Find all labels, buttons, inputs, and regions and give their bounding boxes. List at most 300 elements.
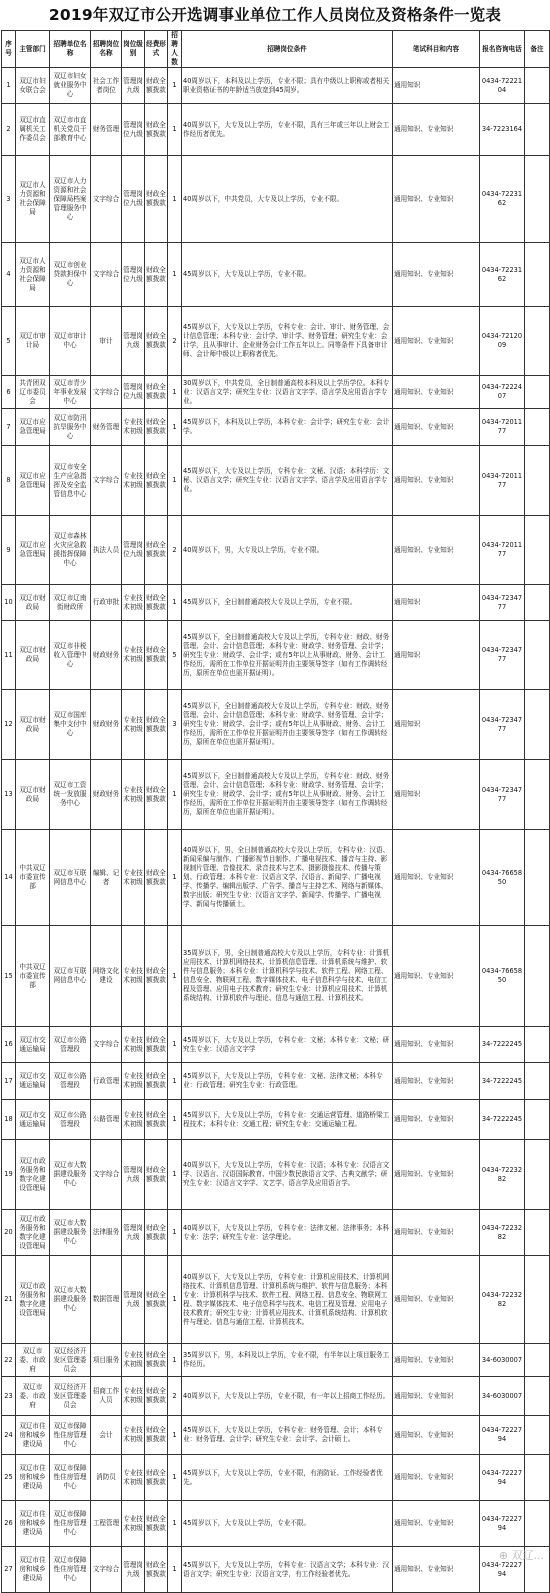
cell-level: 专业技术初级: [122, 1100, 145, 1140]
cell-count: 1: [168, 243, 182, 307]
cell-exam: 通用知识、专业知识: [393, 1416, 480, 1455]
cell-number: 1: [2, 68, 16, 104]
cell-number: 24: [2, 1416, 16, 1455]
cell-post: 文字综合: [91, 1140, 122, 1210]
cell-conditions: 45周岁以下，大专及以上学历，专科专业：交通运营管理、道路桥梁工程技术；本科专业：交通工程；研究生专业：交通运输工程。: [182, 1100, 393, 1140]
cell-exam: 通用知识: [393, 690, 480, 760]
cell-post: 公路管理: [91, 1100, 122, 1140]
table-row: [2, 1547, 550, 1593]
cell-exam: 通用知识、专业知识: [393, 1100, 480, 1140]
cell-post: 文字综合: [91, 1027, 122, 1063]
cell-unit: 双辽市大数据建设服务中心: [50, 1210, 91, 1256]
cell-post: 文字综合: [91, 156, 122, 243]
cell-unit: 双辽市青少年事业发展中心: [50, 376, 91, 409]
cell-conditions: 45周岁以下，大专及以上学历，专科专业：文秘、法律文秘；本科专业：行政管理；研究生专业：行政管理。: [182, 1063, 393, 1100]
cell-funding: 财政全额拨款: [145, 1547, 168, 1593]
cell-number: 23: [2, 1377, 16, 1416]
cell-count: 1: [168, 1140, 182, 1210]
cell-remarks: [525, 68, 550, 104]
cell-department: 中共双辽市委宣传部: [16, 830, 50, 926]
cell-count: 1: [168, 1547, 182, 1593]
cell-phone: 0434-7222794: [480, 1547, 525, 1593]
column-header: 招聘人数: [168, 31, 182, 68]
cell-department: 双辽市财政局: [16, 760, 50, 830]
cell-remarks: [525, 585, 550, 621]
cell-department: 双辽市住房和城乡建设局: [16, 1416, 50, 1455]
cell-funding: 财政全额拨款: [145, 68, 168, 104]
cell-level: 专业技术初级: [122, 1377, 145, 1416]
cell-funding: 财政全额拨款: [145, 1140, 168, 1210]
cell-unit: 双辽市妇女就业服务中心: [50, 68, 91, 104]
column-header: 岗位级别: [122, 31, 145, 68]
cell-funding: 财政全额拨款: [145, 516, 168, 585]
cell-count: 2: [168, 307, 182, 376]
cell-department: 双辽市人力资源和社会保障局: [16, 243, 50, 307]
cell-funding: 财政全额拨款: [145, 1100, 168, 1140]
cell-department: 双辽市交通运输局: [16, 1027, 50, 1063]
cell-phone: 0434-7234777: [480, 690, 525, 760]
cell-level: 专业技术初级: [122, 1063, 145, 1100]
cell-number: 13: [2, 760, 16, 830]
cell-funding: 财政全额拨款: [145, 376, 168, 409]
table-row: [2, 1455, 550, 1501]
cell-post: 文字综合: [91, 243, 122, 307]
cell-level: 管理岗九级: [122, 1140, 145, 1210]
cell-remarks: [525, 690, 550, 760]
cell-unit: 双辽市工资统一发放服务中心: [50, 760, 91, 830]
cell-remarks: [525, 1416, 550, 1455]
cell-department: 双辽市财政局: [16, 690, 50, 760]
cell-count: 1: [168, 1256, 182, 1344]
cell-count: 2: [168, 1377, 182, 1416]
cell-post: 行政审批: [91, 585, 122, 621]
cell-phone: 0434-7223282: [480, 1256, 525, 1344]
cell-phone: 0434-7223162: [480, 156, 525, 243]
table-row: [2, 1027, 550, 1063]
positions-table: [1, 30, 550, 1593]
cell-level: 管理岗九级: [122, 307, 145, 376]
cell-remarks: [525, 516, 550, 585]
cell-unit: 双辽经济开发区管理委员会: [50, 1344, 91, 1377]
cell-level: 专业技术初级: [122, 1027, 145, 1063]
cell-exam: 通用知识、专业知识: [393, 1140, 480, 1210]
cell-conditions: 45周岁以下，大专及以上学历，专业不限。: [182, 243, 393, 307]
cell-number: 26: [2, 1501, 16, 1547]
cell-funding: 财政全额拨款: [145, 446, 168, 516]
cell-number: 11: [2, 621, 16, 690]
cell-department: 双辽市直属机关工作委员会: [16, 104, 50, 156]
cell-count: 1: [168, 1416, 182, 1455]
cell-phone: 0434-7234777: [480, 585, 525, 621]
cell-level: 专业技术初级: [122, 830, 145, 926]
cell-funding: 财政全额拨款: [145, 1377, 168, 1416]
table-row: [2, 156, 550, 243]
cell-department: 双辽市住房和城乡建设局: [16, 1501, 50, 1547]
cell-unit: 双辽市创业贷款担保中心: [50, 243, 91, 307]
cell-level: 专业技术初级: [122, 926, 145, 1027]
cell-conditions: 45周岁以下，大专及以上学历，专科专业：财务管理、会计；本科专业：财务管理、会计学；研究生专业：会计学、会计硕士。: [182, 1416, 393, 1455]
cell-level: 专业技术初级: [122, 409, 145, 446]
cell-conditions: 45周岁以下，大专及以上学历，专科专业：会计、审计、财务管理、会计信息管理；本科专业：会计学、审计学、财务管理；研究生专业：会计学，且从事审计、企业财务会计工作五年以上。同等条件下具备审计师、会计师中级以上职称者优先。: [182, 307, 393, 376]
cell-remarks: [525, 1100, 550, 1140]
cell-post: 消防员: [91, 1455, 122, 1501]
cell-level: 管理岗位九级: [122, 376, 145, 409]
cell-remarks: [525, 1256, 550, 1344]
cell-remarks: [525, 446, 550, 516]
cell-post: 法律服务: [91, 1210, 122, 1256]
cell-level: 专业技术初级: [122, 585, 145, 621]
cell-post: 财政财务: [91, 690, 122, 760]
cell-phone: 0434-7223282: [480, 1210, 525, 1256]
cell-department: 双辽市委、市政府: [16, 1377, 50, 1416]
cell-unit: 双辽经济开发区管理委员会: [50, 1377, 91, 1416]
cell-remarks: [525, 1455, 550, 1501]
cell-number: 2: [2, 104, 16, 156]
cell-level: 专业技术初级: [122, 690, 145, 760]
table-row: [2, 585, 550, 621]
cell-exam: 通用知识、专业知识: [393, 830, 480, 926]
cell-phone: 0434-7222794: [480, 1416, 525, 1455]
table-row: [2, 621, 550, 690]
cell-phone: 34-7223164: [480, 104, 525, 156]
cell-department: 双辽市财政局: [16, 621, 50, 690]
cell-conditions: 45周岁以下，大专及以上学历，专科专业：文秘、汉语；本科学历：文秘、汉语言文学；研究生专业：汉语言文字学、语言学及应用语言学专业。: [182, 446, 393, 516]
cell-number: 25: [2, 1455, 16, 1501]
cell-conditions: 40周岁以下，中共党员，大专及以上学历，专业不限。: [182, 156, 393, 243]
cell-level: 专业技术初级: [122, 1455, 145, 1501]
cell-post: 文字综合: [91, 376, 122, 409]
cell-exam: 通用知识、专业知识: [393, 1501, 480, 1547]
cell-count: 1: [168, 1027, 182, 1063]
cell-exam: 通用知识: [393, 68, 480, 104]
table-row: [2, 68, 550, 104]
cell-phone: 0434-7234777: [480, 760, 525, 830]
cell-level: 专业技术初级: [122, 1416, 145, 1455]
cell-level: 管理岗位九级: [122, 156, 145, 243]
cell-count: 1: [168, 1210, 182, 1256]
table-row: [2, 1416, 550, 1455]
cell-department: 双辽市政务服务和数字化建设管理局: [16, 1256, 50, 1344]
cell-department: 双辽市交通运输局: [16, 1063, 50, 1100]
cell-remarks: [525, 926, 550, 1027]
cell-exam: 通用知识: [393, 760, 480, 830]
cell-number: 12: [2, 690, 16, 760]
cell-number: 4: [2, 243, 16, 307]
cell-number: 8: [2, 446, 16, 516]
cell-conditions: 30周岁以下，中共党员，全日制普通高校本科及以上学历学位。本科专业：汉语言文学；研究生专业：汉语言文字学、语言学及应用语言学专业。: [182, 376, 393, 409]
cell-funding: 财政全额拨款: [145, 1027, 168, 1063]
table-row: [2, 1377, 550, 1416]
cell-unit: 双辽市防汛抗旱服务中心: [50, 409, 91, 446]
cell-funding: 财政全额拨款: [145, 1256, 168, 1344]
cell-exam: 通用知识、专业知识: [393, 376, 480, 409]
cell-count: 1: [168, 830, 182, 926]
cell-phone: 0434-7234777: [480, 621, 525, 690]
table-row: [2, 1256, 550, 1344]
cell-post: 审计: [91, 307, 122, 376]
cell-count: 1: [168, 1063, 182, 1100]
table-row: [2, 307, 550, 376]
table-row: [2, 516, 550, 585]
cell-count: 1: [168, 376, 182, 409]
table-row: [2, 1344, 550, 1377]
cell-unit: 双辽市国库集中支付中心: [50, 690, 91, 760]
cell-remarks: [525, 307, 550, 376]
cell-funding: 财政全额拨款: [145, 585, 168, 621]
cell-count: 5: [168, 621, 182, 690]
table-row: [2, 926, 550, 1027]
cell-conditions: 40周岁以下，大专及以上学历，专业不限，有一年以上招商工作经历。: [182, 1377, 393, 1416]
cell-number: 7: [2, 409, 16, 446]
cell-exam: 通用知识、专业知识: [393, 156, 480, 243]
cell-count: 1: [168, 1100, 182, 1140]
cell-phone: 0434-7201177: [480, 516, 525, 585]
cell-exam: 通用知识、专业知识: [393, 1377, 480, 1416]
cell-phone: 34-6030007: [480, 1377, 525, 1416]
column-header: 招聘单位名称: [50, 31, 91, 68]
column-header: 报名咨询电话: [480, 31, 525, 68]
cell-count: 1: [168, 760, 182, 830]
cell-exam: 通用知识、专业知识: [393, 307, 480, 376]
cell-number: 17: [2, 1063, 16, 1100]
cell-department: 共青团双辽市委员会: [16, 376, 50, 409]
table-row: [2, 1210, 550, 1256]
column-header: 经费形式: [145, 31, 168, 68]
cell-phone: 0434-7223162: [480, 243, 525, 307]
cell-remarks: [525, 1377, 550, 1416]
cell-unit: 双辽市保障性住房管理中心: [50, 1455, 91, 1501]
cell-count: 1: [168, 409, 182, 446]
cell-funding: 财政全额拨款: [145, 1501, 168, 1547]
cell-level: 管理岗九级: [122, 68, 145, 104]
column-header: 主管部门: [16, 31, 50, 68]
cell-exam: 通用知识、专业知识: [393, 1256, 480, 1344]
table-row: [2, 830, 550, 926]
cell-remarks: [525, 621, 550, 690]
cell-post: 文字综合: [91, 446, 122, 516]
cell-phone: 34-6030007: [480, 1344, 525, 1377]
cell-remarks: [525, 104, 550, 156]
cell-number: 5: [2, 307, 16, 376]
cell-level: 专业技术初级: [122, 446, 145, 516]
cell-conditions: 40周岁以下，本科及以上学历，专业不限；具有中级以上职称或者相关职业资格证书的年龄适当放宽到45周岁。: [182, 68, 393, 104]
cell-post: 执法人员: [91, 516, 122, 585]
table-row: [2, 409, 550, 446]
cell-phone: 34-7222245: [480, 1063, 525, 1100]
cell-post: 网络文化建设: [91, 926, 122, 1027]
cell-post: 财政财务: [91, 621, 122, 690]
cell-count: 1: [168, 1501, 182, 1547]
cell-funding: 财政全额拨款: [145, 1210, 168, 1256]
cell-post: 财务管理: [91, 104, 122, 156]
cell-conditions: 40周岁以下，男，全日制普通高校大专及以上学历，专科专业：汉语、新闻采编与制作、广播影视节目制作、广播电视技术、播音与主持、影视制片管理、音像技术、录音技术与艺术、摄影摄像技术、传播与策划、行政管理；本科专业：汉语言文学、汉语言、新闻学、广播电视学、传播学、编辑出版学、广告学、播音与主持艺术、网络与新媒体、数字出版；研究生专业：汉语言文字学、新闻学、传播学、广播电视学、新闻与传播硕士。: [182, 830, 393, 926]
cell-unit: 双辽市大数据建设服务中心: [50, 1256, 91, 1344]
cell-conditions: 45周岁以下，大专及以上学历，专科专业：文秘；本科专业：文秘；研究生专业：汉语言文字学: [182, 1027, 393, 1063]
cell-department: 双辽市应急管理局: [16, 446, 50, 516]
cell-phone: 0434-7201177: [480, 409, 525, 446]
cell-funding: 财政全额拨款: [145, 307, 168, 376]
cell-unit: 双辽市人力资源和社会保障局档案管理服务中心: [50, 156, 91, 243]
cell-remarks: [525, 1344, 550, 1377]
cell-exam: 通用知识、专业知识: [393, 1063, 480, 1100]
cell-post: 会计: [91, 1416, 122, 1455]
cell-department: 双辽市政务服务和数字化建设管理局: [16, 1140, 50, 1210]
cell-post: 工程管理: [91, 1501, 122, 1547]
cell-level: 管理岗位九级: [122, 516, 145, 585]
cell-exam: 通用知识、专业知识: [393, 446, 480, 516]
cell-number: 18: [2, 1100, 16, 1140]
cell-department: 双辽市交通运输局: [16, 1100, 50, 1140]
cell-number: 9: [2, 516, 16, 585]
cell-unit: 双辽市市直机关党员干部教育中心: [50, 104, 91, 156]
cell-count: 1: [168, 104, 182, 156]
cell-number: 16: [2, 1027, 16, 1063]
column-header: 笔试科目和内容: [393, 31, 480, 68]
cell-department: 双辽市妇女联合会: [16, 68, 50, 104]
cell-unit: 双辽市大数据建设服务中心: [50, 1140, 91, 1210]
cell-post: 数据管理: [91, 1256, 122, 1344]
cell-department: 双辽市委、市政府: [16, 1344, 50, 1377]
cell-exam: 通用知识、专业知识: [393, 926, 480, 1027]
cell-exam: 通用知识: [393, 621, 480, 690]
cell-number: 14: [2, 830, 16, 926]
table-row: [2, 446, 550, 516]
cell-level: 管理岗位九级: [122, 243, 145, 307]
cell-post: 编辑、记者: [91, 830, 122, 926]
cell-phone: 0434-7222794: [480, 1501, 525, 1547]
watermark: ⊕ 双辽...: [498, 1549, 544, 1562]
cell-post: 财政财务: [91, 760, 122, 830]
cell-funding: 财政全额拨款: [145, 690, 168, 760]
cell-department: 双辽市应急管理局: [16, 409, 50, 446]
cell-phone: 0434-7665850: [480, 926, 525, 1027]
cell-conditions: 45周岁以下，全日制普通高校大专及以上学历，专科专业：财政、财务管理、会计、会计信息管理；本科专业：财政学、财务管理、会计学；研究生专业：财政学、会计学；或有5年以上从事财政、财务、会计工作经历，需所在工作单位开据证明并由主要领导签字（如有工作调转经历，原所在单位也需开据证明）。: [182, 760, 393, 830]
cell-funding: 财政全额拨款: [145, 1455, 168, 1501]
cell-level: 专业技术初级: [122, 760, 145, 830]
cell-phone: 0434-7222104: [480, 68, 525, 104]
cell-phone: 0434-7222407: [480, 376, 525, 409]
cell-department: 双辽市住房和城乡建设局: [16, 1455, 50, 1501]
cell-number: 6: [2, 376, 16, 409]
cell-number: 27: [2, 1547, 16, 1593]
cell-level: 专业技术初级: [122, 1344, 145, 1377]
cell-remarks: [525, 1027, 550, 1063]
cell-department: 双辽市应急管理局: [16, 516, 50, 585]
cell-unit: 双辽市公路管理段: [50, 1100, 91, 1140]
cell-remarks: [525, 409, 550, 446]
cell-remarks: [525, 1140, 550, 1210]
table-row: [2, 1140, 550, 1210]
cell-exam: 通用知识、专业知识: [393, 1210, 480, 1256]
cell-exam: 通用知识、专业知识: [393, 1455, 480, 1501]
cell-level: 管理岗位九级: [122, 104, 145, 156]
table-header-row: [2, 31, 550, 68]
cell-unit: 双辽市保障性住房管理中心: [50, 1501, 91, 1547]
cell-unit: 双辽市辽南街财政所: [50, 585, 91, 621]
cell-post: 社会工作者岗位: [91, 68, 122, 104]
cell-unit: 双辽市非税收入管理中心: [50, 621, 91, 690]
cell-phone: 34-7222245: [480, 1027, 525, 1063]
cell-level: 管理岗九级: [122, 1210, 145, 1256]
cell-conditions: 45周岁以下，大专及以上学历，专科专业：汉语言文学；本科专业：汉语言文学；研究生专业：汉语言文学，有工作经验者优先。: [182, 1547, 393, 1593]
cell-remarks: [525, 830, 550, 926]
cell-unit: 双辽市互联网信息中心: [50, 926, 91, 1027]
cell-funding: 财政全额拨款: [145, 104, 168, 156]
cell-number: 22: [2, 1344, 16, 1377]
cell-remarks: [525, 1210, 550, 1256]
cell-post: 财务管理: [91, 409, 122, 446]
cell-exam: 通用知识: [393, 585, 480, 621]
cell-exam: 通用知识、专业知识: [393, 1344, 480, 1377]
column-header: 招聘岗位条件: [182, 31, 393, 68]
table-row: [2, 1501, 550, 1547]
cell-phone: 0434-7665850: [480, 830, 525, 926]
cell-conditions: 40周岁以下，男，大专及以上学历，专业不限。: [182, 516, 393, 585]
cell-funding: 财政全额拨款: [145, 156, 168, 243]
cell-exam: 通用知识、专业知识: [393, 516, 480, 585]
table-row: [2, 1100, 550, 1140]
table-row: [2, 376, 550, 409]
cell-number: 3: [2, 156, 16, 243]
cell-phone: 0434-7212009: [480, 307, 525, 376]
cell-funding: 财政全额拨款: [145, 1344, 168, 1377]
cell-post: 行政管理: [91, 1063, 122, 1100]
document-title: 2019年双辽市公开选调事业单位工作人员岗位及资格条件一览表: [48, 6, 502, 24]
cell-conditions: 45周岁以下，本科及以上学历，本科专业：会计学；研究生专业：会计学。: [182, 409, 393, 446]
cell-department: 中共双辽市委宣传部: [16, 926, 50, 1027]
table-row: [2, 243, 550, 307]
cell-exam: 通用知识、专业知识: [393, 104, 480, 156]
cell-remarks: [525, 1063, 550, 1100]
cell-remarks: [525, 376, 550, 409]
cell-unit: 双辽市保障性住房管理中心: [50, 1416, 91, 1455]
cell-department: 双辽市审计局: [16, 307, 50, 376]
cell-number: 20: [2, 1210, 16, 1256]
cell-funding: 财政全额拨款: [145, 1063, 168, 1100]
cell-number: 21: [2, 1256, 16, 1344]
cell-exam: 通用知识、专业知识: [393, 409, 480, 446]
cell-number: 19: [2, 1140, 16, 1210]
cell-level: 专业技术初级: [122, 621, 145, 690]
cell-post: 招商工作人员: [91, 1377, 122, 1416]
table-row: [2, 104, 550, 156]
cell-count: 1: [168, 926, 182, 1027]
cell-remarks: [525, 243, 550, 307]
cell-remarks: [525, 156, 550, 243]
cell-exam: 通用知识、专业知识: [393, 243, 480, 307]
cell-conditions: 40周岁以下，大专及以上学历，专科专业：法律文秘、法律事务；本科专业：法学；研究生专业：法学理论。: [182, 1210, 393, 1256]
cell-unit: 双辽市审计中心: [50, 307, 91, 376]
cell-level: 管理岗九级: [122, 1547, 145, 1593]
table-row: [2, 1063, 550, 1100]
cell-number: 15: [2, 926, 16, 1027]
cell-post: 文字综合: [91, 1547, 122, 1593]
cell-count: 1: [168, 1344, 182, 1377]
cell-unit: 双辽市保障性住房管理中心: [50, 1547, 91, 1593]
cell-conditions: 45周岁以下，全日制普通高校大专及以上学历，专科专业：财政、财务管理、会计、会计信息管理；本科专业：财政学、财务管理、会计学；研究生专业：财政学、会计学；或有5年以上从事财政、财务、会计工作经历，需所在工作单位开据证明并由主要领导签字（如有工作调转经历，原所在单位也需开据证明）。: [182, 690, 393, 760]
cell-level: 专业技术初级: [122, 1501, 145, 1547]
cell-conditions: 40周岁以下，大专及以上学历，专科专业：汉语；本科专业：汉语言文学、汉语言、汉语国际教育、中国少数民族语言文学、古典文献学；研究生专业：汉语言文字学、文艺学、语言学及应用语言学。: [182, 1140, 393, 1210]
cell-unit: 双辽市安全生产应急指挥及安全监管信息中心: [50, 446, 91, 516]
cell-department: 双辽市政务服务和数字化建设管理局: [16, 1210, 50, 1256]
cell-funding: 财政全额拨款: [145, 621, 168, 690]
cell-department: 双辽市人力资源和社会保障局: [16, 156, 50, 243]
cell-unit: 双辽市公路管理段: [50, 1027, 91, 1063]
cell-funding: 财政全额拨款: [145, 409, 168, 446]
cell-funding: 财政全额拨款: [145, 926, 168, 1027]
cell-phone: 0434-7201177: [480, 446, 525, 516]
cell-remarks: [525, 760, 550, 830]
